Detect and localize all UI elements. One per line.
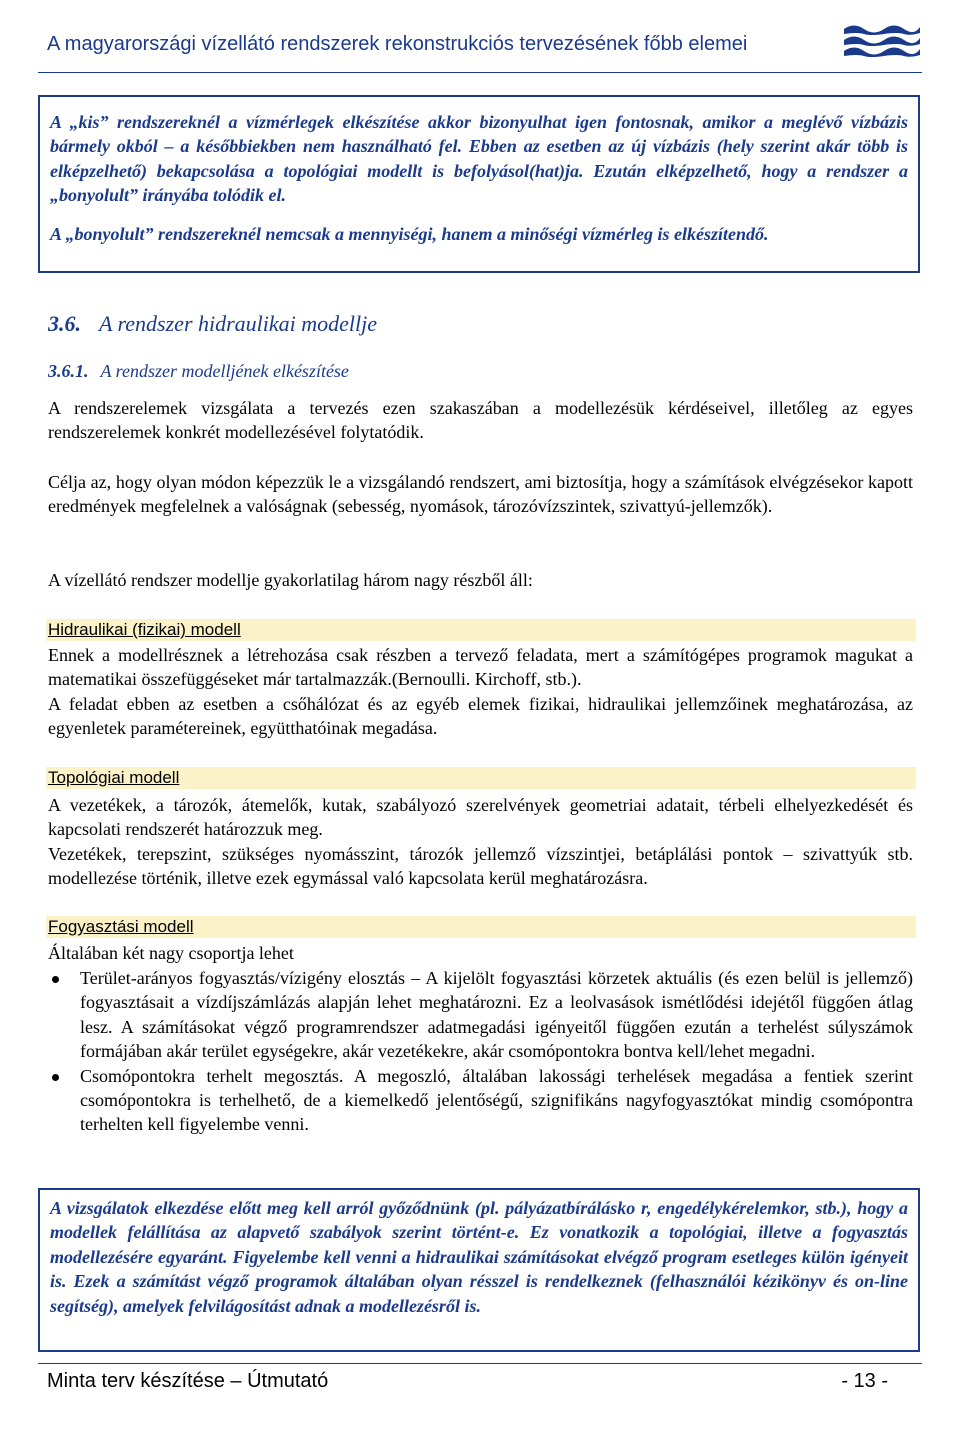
section-number: 3.6. — [48, 311, 81, 336]
consumption-model-heading: Fogyasztási modell — [46, 916, 916, 938]
bullet-icon — [52, 1074, 59, 1081]
page-header-title: A magyarországi vízellátó rendszerek rekonstrukciós tervezésének főbb elemei — [47, 33, 748, 55]
topology-paragraph-2: Vezetékek, terepszint, szükséges nyomásszint, tározók jellemző vízszintjei, betáplálási pontok – szivattyúk stb. modellezése történik, illetve ezek egymással való kapcsolata kerül meghatározásra. — [48, 844, 913, 889]
hydraulic-paragraph-2: A feladat ebben az esetben a csőhálózat és az egyéb elemek fizikai, hidraulikai jellemzőinek meghatározása, az egyenletek paramétereinek, együtthatóinak megadása. — [48, 694, 913, 739]
hydraulic-model-heading: Hidraulikai (fizikai) modell — [46, 619, 916, 641]
subsection-heading — [48, 361, 349, 382]
list-item: Csomópontokra terhelt megosztás. A megoszló, általában lakossági terhelések megadása a fentiek szerint csomópontokra is terhelhető, de a kiemelkedő jelentőségű, szignifikáns nagyfogyasztókat mindig csomópontra terhelten kell figyelembe venni. — [48, 1064, 913, 1137]
hydraulic-paragraph-1: Ennek a modellrésznek a létrehozása csak részben a tervező feladata, mert a számítógépes programok magukat a matematikai összefüggéseket már tartalmazzák.(Bernoulli. Kirchoff, stb.). — [48, 645, 913, 690]
consumption-list — [48, 966, 913, 1137]
info-box-top — [38, 95, 920, 273]
wave-logo-icon — [842, 22, 920, 67]
section-title: A rendszer hidraulikai modellje — [99, 311, 378, 336]
body-paragraph-3: A vízellátó rendszer modellje gyakorlatilag három nagy részből áll: — [48, 570, 533, 590]
topology-model-heading: Topológiai modell — [46, 767, 916, 789]
consumption-intro: Általában két nagy csoportja lehet — [48, 943, 294, 963]
footer-divider — [38, 1363, 922, 1364]
page-number: - 13 - — [841, 1370, 888, 1392]
subsection-title: A rendszer modelljének elkészítése — [100, 361, 349, 381]
bullet-icon — [52, 976, 59, 983]
subsection-number: 3.6.1. — [48, 361, 89, 381]
info-box-top-paragraph-2: A „bonyolult” rendszereknél nemcsak a mennyiségi, hanem a minőségi vízmérleg is elkészítendő. — [50, 223, 769, 244]
footer-title: Minta terv készítése – Útmutató — [47, 1370, 329, 1392]
topology-paragraph-1: A vezetékek, a tározók, átemelők, kutak, szabályozó szerelvények geometriai adatait, térbeli elhelyezkedését és kapcsolati rendszerét határozzuk meg. — [48, 795, 913, 840]
body-paragraph-1: A rendszerelemek vizsgálata a tervezés ezen szakaszában a modellezésük kérdéseivel, illetőleg az egyes rendszerelemek konkrét modellezésével folytatódik. — [48, 398, 913, 443]
body-paragraph-2: Célja az, hogy olyan módon képezzük le a vizsgálandó rendszert, ami biztosítja, hogy a számítások elvégzésekor kapott eredmények megfelelnek a valóságnak (sebesség, nyomások, tározóvízszintek, szivattyú-jellemzők). — [48, 472, 913, 517]
info-box-bottom-paragraph: A vizsgálatok elkezdése előtt meg kell arról győződnünk (pl. pályázatbírálásko r, engedélykérelemkor, stb.), hogy a modellek felállítása az alapvető szabályok szerint történt-e. Ez vonatkozik a topológiai, illetve a fogyasztás modellezésére egyaránt. Figyelembe kell venni a hidraulikai számításokat elvégző program esetleges külön igényeit is. Ezek a számítást végző programok általában olyan résszel is rendelkeznek (felhasználói kézikönyv és on-line segítség), amelyek felvilágosítást adnak a modellezésről is. — [50, 1198, 908, 1316]
info-box-top-paragraph-1: A „kis” rendszereknél a vízmérlegek elkészítése akkor bizonyulhat igen fontosnak, amikor a meglévő vízbázis bármely okból – a későbbiekben nem használható fel. Ebben az esetben az új vízbázis (hely szerint akár több is elképzelhető) bekapcsolása a topológiai modellt is befolyásol(hat)ja. Ezután elképzelhető, hogy a rendszer a „bonyolult” irányába tolódik el. — [50, 112, 908, 206]
list-item: Terület-arányos fogyasztás/vízigény elosztás – A kijelölt fogyasztási körzetek aktuális (és ezen belül is jellemző) fogyasztásait a vízdíjszámlázás alapján lehet meghatározni. Ez a leolvasások ismétlődési idejétől függően átlag lesz. A számításokat végző programrendszer adatmegadási igényeitől függően ezután a terhelést súlyszámok formájában akár terület egységekre, akár vezetékekre, akár csomópontokra bontva kell/lehet megadni. — [48, 966, 913, 1064]
info-box-bottom — [38, 1188, 920, 1352]
section-heading — [48, 311, 377, 337]
header-divider — [38, 72, 922, 73]
